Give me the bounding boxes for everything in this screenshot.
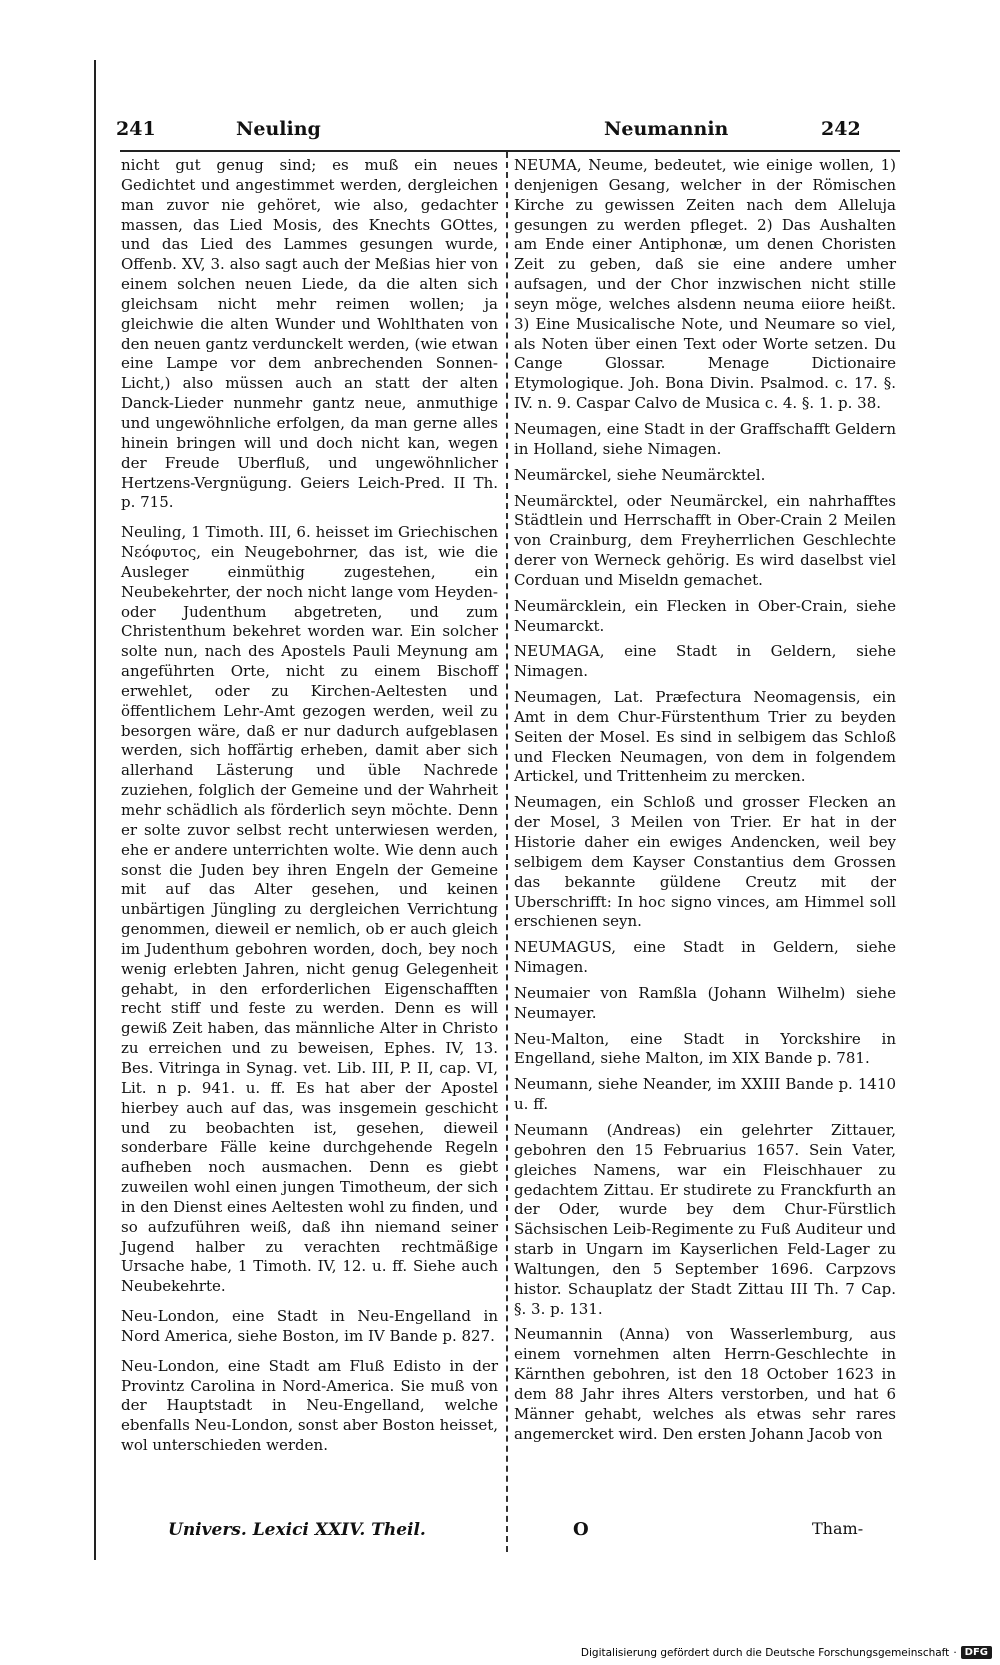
entry-neumann-andreas: Neumann (Andreas) ein gelehrter Zittauer, gebohren den 15 Februarius 1657. Sein Vater, gleiches Namens, war ein Fleischhauer zu gedachtem Zittau. Er studirete zu Franckfurth an der Oder, wurde bey dem Chur-Fürstlich Sächsischen Leib-Regimente zu Fuß Auditeur und starb in Ungarn im Kayserlichen Feld-Lager zu Waltungen, den 5 September 1696. Carpzovs histor. Schauplatz der Stadt Zittau III Th. 7 Cap. §. 3. p. 131.	[514, 1120, 896, 1318]
paragraph-continuation: nicht gut genug sind; es muß ein neues Gedichtet und angestimmet werden, dergleichen man zuvor nie gehöret, wie also, gedachter massen, das Lied Mosis, des Knechts GOttes, und das Lied des Lammes gesungen wurde, Offenb. XV, 3. also sagt auch der Meßias hier von einem solchen neuen Liede, da die alten sich gleichsam nicht mehr reimen wollen; ja gleichwie die alten Wunder und Wohlthaten von den neuen gantz verdunckelt werden, (wie etwan eine Lampe vor dem anbrechenden Sonnen-Licht,) also müssen auch an statt der alten Danck-Lieder nunmehr gantz neue, anmuthige und ungewöhnliche erfolgen, da man gerne alles hinein bringen will und doch nicht kan, wegen der Freude Uberfluß, und ungewöhnlicher Hertzens-Vergnügung. Geiers Leich-Pred. II Th. p. 715.	[121, 156, 498, 512]
column-divider	[506, 152, 508, 1552]
left-page-number: 241	[116, 118, 156, 140]
entry-neumaga: NEUMAGA, eine Stadt in Geldern, siehe Nimagen.	[514, 642, 896, 681]
dfg-logo-icon: DFG	[961, 1646, 992, 1659]
signature-line: Univers. Lexici XXIV. Theil.	[168, 1520, 426, 1540]
entry-neu-malton: Neu-Malton, eine Stadt in Yorckshire in Engelland, siehe Malton, im XIX Bande p. 781.	[514, 1029, 896, 1068]
header-rule	[120, 150, 900, 152]
footer-credit: Digitalisierung gefördert durch die Deutsche Forschungsgemeinschaft	[580, 1646, 950, 1659]
entry-neumann: Neumann, siehe Neander, im XXIII Bande p. 1410 u. ff.	[514, 1075, 896, 1114]
entry-neu-london-2: Neu-London, eine Stadt am Fluß Edisto in der Provintz Carolina in Nord-America. Sie muß von der Hauptstadt in Neu-Engelland, welche ebenfalls Neu-London, sonst aber Boston heisset, wol unterschieden werden.	[121, 1356, 498, 1455]
right-running-title: Neumannin	[604, 118, 729, 140]
right-page-number: 242	[821, 118, 861, 140]
entry-neumagen-3: Neumagen, ein Schloß und grosser Flecken an der Mosel, 3 Meilen von Trier. Er hat in der Historie daher ein ewiges Andencken, weil bey selbigem dem Kayser Constantius dem Grossen das bekannte güldene Creutz mit der Uberschrifft: In hoc signo vinces, am Himmel soll erschienen seyn.	[514, 793, 896, 931]
signature-mark: O	[573, 1519, 589, 1540]
running-header	[116, 118, 896, 146]
entry-neumagus: NEUMAGUS, eine Stadt in Geldern, siehe Nimagen.	[514, 938, 896, 977]
left-column	[121, 156, 498, 1462]
entry-neuling: Neuling, 1 Timoth. III, 6. heisset im Griechischen Νεόφυτος, ein Neugebohrner, das ist, wie die Ausleger einmüthig zugestehen, ein Neubekehrter, der noch nicht lange vom Heyden- oder Judenthum abgetreten, und zum Christenthum bekehret worden war. Ein solcher solte nun, nach des Apostels Pauli Meynung am angeführten Orte, nicht zu einem Bischoff erwehlet, oder zu Kirchen-Aeltesten und öffentlichem Lehr-Amt gezogen werden, weil zu besorgen wäre, daß er nur dadurch aufgeblasen werden, sich hoffärtig erheben, damit aber sich allerhand Lästerung und üble Nachrede zuziehen, folglich der Gemeine und der Wahrheit mehr schädlich als förderlich seyn möchte. Denn er solte zuvor selbst recht unterwiesen werden, ehe er andere unterrichten wolte. Wie denn auch sonst die Juden bey ihren Engeln der Gemeine mit auf das Alter gesehen, und keinen unbärtigen Jüngling zu dergleichen Verrichtung genommen, dieweil er nemlich, ob er auch gleich im Judenthum gebohren worden, doch, bey noch wenig erlebten Jahren, nicht genug Gelegenheit gehabt, in den erforderlichen Eigenschafften recht stiff und feste zu werden. Denn es will gewiß Zeit haben, das männliche Alter in Christo zu erreichen und zu beweisen, Ephes. IV, 13. Bes. Vitringa in Synag. vet. Lib. III, P. II, cap. VI, Lit. n p. 941. u. ff. Es hat aber der Apostel hierbey auch auf das, was insgemein geschicht und zu beobachten ist, gesehen, dieweil sonderbare Fälle keine durchgehende Regeln aufheben noch ausmachen. Denn es giebt zuweilen wohl einen jungen Timotheum, der sich in den Dienst eines Aeltesten wohl zu finden, und so aufzuführen weiß, daß ihn niemand seiner Jugend halber zu verachten rechtmäßige Ursache habe, 1 Timoth. IV, 12. u. ff. Siehe auch Neubekehrte.	[121, 523, 498, 1296]
left-running-title: Neuling	[236, 118, 321, 140]
entry-neuma: NEUMA, Neume, bedeutet, wie einige wollen, 1) denjenigen Gesang, welcher in der Römischen Kirche zu gewissen Zeiten nach dem Alleluja gesungen zu werden pfleget. 2) Das Aushalten am Ende einer Antiphonæ, um denen Choristen Zeit zu geben, daß sie eine andere umher aufsagen, und der Chor inzwischen nicht stille seyn möge, welches alsdenn neuma eiiore heißt. 3) Eine Musicalische Note, und Neumare so viel, als Noten über einen Text oder Worte setzen. Du Cange Glossar. Menage Dictionaire Etymologique. Joh. Bona Divin. Psalmod. c. 17. §. IV. n. 9. Caspar Calvo de Musica c. 4. §. 1. p. 38.	[514, 156, 896, 413]
entry-neumaercklein: Neumärcklein, ein Flecken in Ober-Crain, siehe Neumarckt.	[514, 596, 896, 635]
entry-neumaercktel: Neumärcktel, oder Neumärckel, ein nahrhafftes Städtlein und Herrschafft in Ober-Crain 2 Meilen von Crainburg, dem Freyherrlichen Geschlechte derer von Werneck gehörig. Es wird daselbst viel Corduan und Miseldn gemachet.	[514, 491, 896, 589]
entry-neumagen-2: Neumagen, Lat. Præfectura Neomagensis, ein Amt in dem Chur-Fürstenthum Trier zu beyden Seiten der Mosel. Es sind in selbigem das Schloß und Flecken Neumagen, von dem in folgendem Artickel, und Trittenheim zu mercken.	[514, 688, 896, 786]
catchword: Tham-	[812, 1519, 864, 1538]
page-edge-rule	[94, 60, 96, 1560]
entry-neumagen-1: Neumagen, eine Stadt in der Graffschafft Geldern in Holland, siehe Nimagen.	[514, 419, 896, 458]
right-column	[514, 156, 896, 1450]
entry-neu-london-1: Neu-London, eine Stadt in Neu-Engelland in Nord America, siehe Boston, im IV Bande p. 827.	[121, 1307, 498, 1345]
entry-neumannin: Neumannin (Anna) von Wasserlemburg, aus einem vornehmen alten Herrn-Geschlechte in Kärnthen gebohren, ist den 18 October 1623 in dem 88 Jahr ihres Alters verstorben, und hat 6 Männer gehabt, welches als etwas sehr rares angemercket wird. Den ersten Johann Jacob von	[514, 1325, 896, 1443]
entry-neumaerckel: Neumärckel, siehe Neumärcktel.	[514, 465, 766, 484]
digitization-footer: Digitalisierung gefördert durch die Deutsche Forschungsgemeinschaft · DFG	[581, 1646, 992, 1659]
entry-neumaier: Neumaier von Ramßla (Johann Wilhelm) siehe Neumayer.	[514, 983, 896, 1022]
